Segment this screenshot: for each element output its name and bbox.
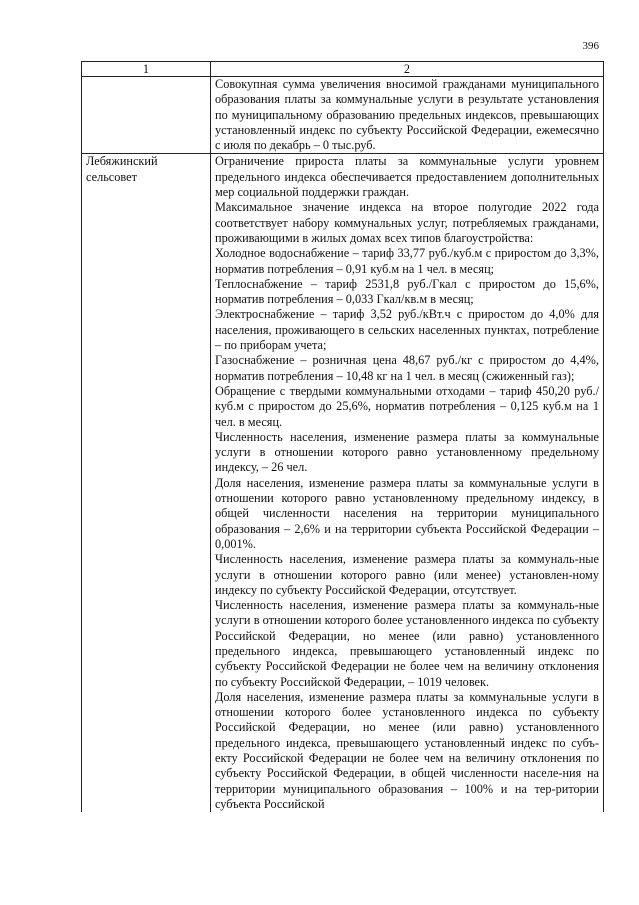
column-header-1: 1 <box>82 62 211 77</box>
paragraph: Доля населения, изменение размера платы за коммунальные услуги в отношении которого равно установленному предельному индексу, в общей численности населения на территории муниципального образования – 2,6% и на территории субъекта Российской Федерации – 0,001%. <box>215 475 599 551</box>
page-number: 396 <box>582 40 599 52</box>
paragraph: Теплоснабжение – тариф 2531,8 руб./Гкал с приростом до 15,6%, норматив потребления – 0,033 Гкал/кв.м в месяц; <box>215 276 599 307</box>
row-content <box>211 154 604 812</box>
paragraph: Ограничение прироста платы за коммунальные услуги уровнем предельного индекса обеспечивается предоставлением дополнительных мер социальной поддержки граждан. <box>215 154 599 200</box>
table-header-row <box>82 62 604 77</box>
table-row <box>82 154 604 812</box>
paragraph: Максимальное значение индекса на второе полугодие 2022 года соответствует набору коммунальных услуг, потребляемых гражданами, проживающими в жилых домах всех типов благоустройства: <box>215 200 599 245</box>
paragraph: Холодное водоснабжение – тариф 33,77 руб./куб.м с приростом до 3,3%, норматив потребления – 0,91 куб.м на 1 чел. в месяц; <box>215 246 599 276</box>
paragraph: Численность населения, изменение размера платы за коммунальные услуги в отношении которого равно установленному предельному индексу, – 26 чел. <box>215 429 599 475</box>
paragraph: Обращение с твердыми коммунальными отходами – тариф 450,20 руб./куб.м с приростом до 25,6%, норматив потребления – 0,125 куб.м на 1 чел. в месяц. <box>215 383 599 429</box>
paragraph: Газоснабжение – розничная цена 48,67 руб./кг с приростом до 4,4%, норматив потребления – 10,48 кг на 1 чел. в месяц (сжиженный газ); <box>215 353 599 383</box>
column-header-2: 2 <box>211 62 604 77</box>
paragraph: Совокупная сумма увеличения вносимой гражданами муниципального образования платы за коммунальные услуги в результате установления по муниципальному образованию предельных индексов, превышающих установленный индекс по субъекту Российской Федерации, ежемесячно с июля по декабрь – 0 тыс.руб. <box>215 77 599 153</box>
row-label <box>82 77 211 154</box>
row-content <box>211 77 604 154</box>
table-row <box>82 77 604 154</box>
row-label: Лебяжинский сельсовет <box>82 154 211 812</box>
paragraph: Электроснабжение – тариф 3,52 руб./кВт.ч с приростом до 4,0% для населения, проживающего в сельских населенных пунктах, потребление – по приборам учета; <box>215 307 599 353</box>
paragraph: Численность населения, изменение размера платы за коммуналь-ные услуги в отношении которого равно (или менее) установлен-ному индексу по субъекту Российской Федерации, отсутствует. <box>215 552 599 597</box>
paragraph: Численность населения, изменение размера платы за коммуналь-ные услуги в отношении которого более установленного индекса по субъекту Российской Федерации, но менее (или равно) установленного предельного индекса, превышающего установленный индекс по субъекту Российской Федерации не более чем на величину отклонения по субъекту Российской Федерации, – 1019 человек. <box>215 598 599 689</box>
document-table <box>81 61 604 812</box>
paragraph: Доля населения, изменение размера платы за коммунальные услуги в отношении которого более установленного индекса по субъекту Российской Федерации, но менее (или равно) установленного предельного индекса, превышающего установленный индекс по субъ-екту Российской Федерации не более чем на величину отклонения по субъекту Российской Федерации, в общей численности населе-ния на территории муниципального образования – 100% и на тер-ритории субъекта Российской <box>215 689 599 811</box>
